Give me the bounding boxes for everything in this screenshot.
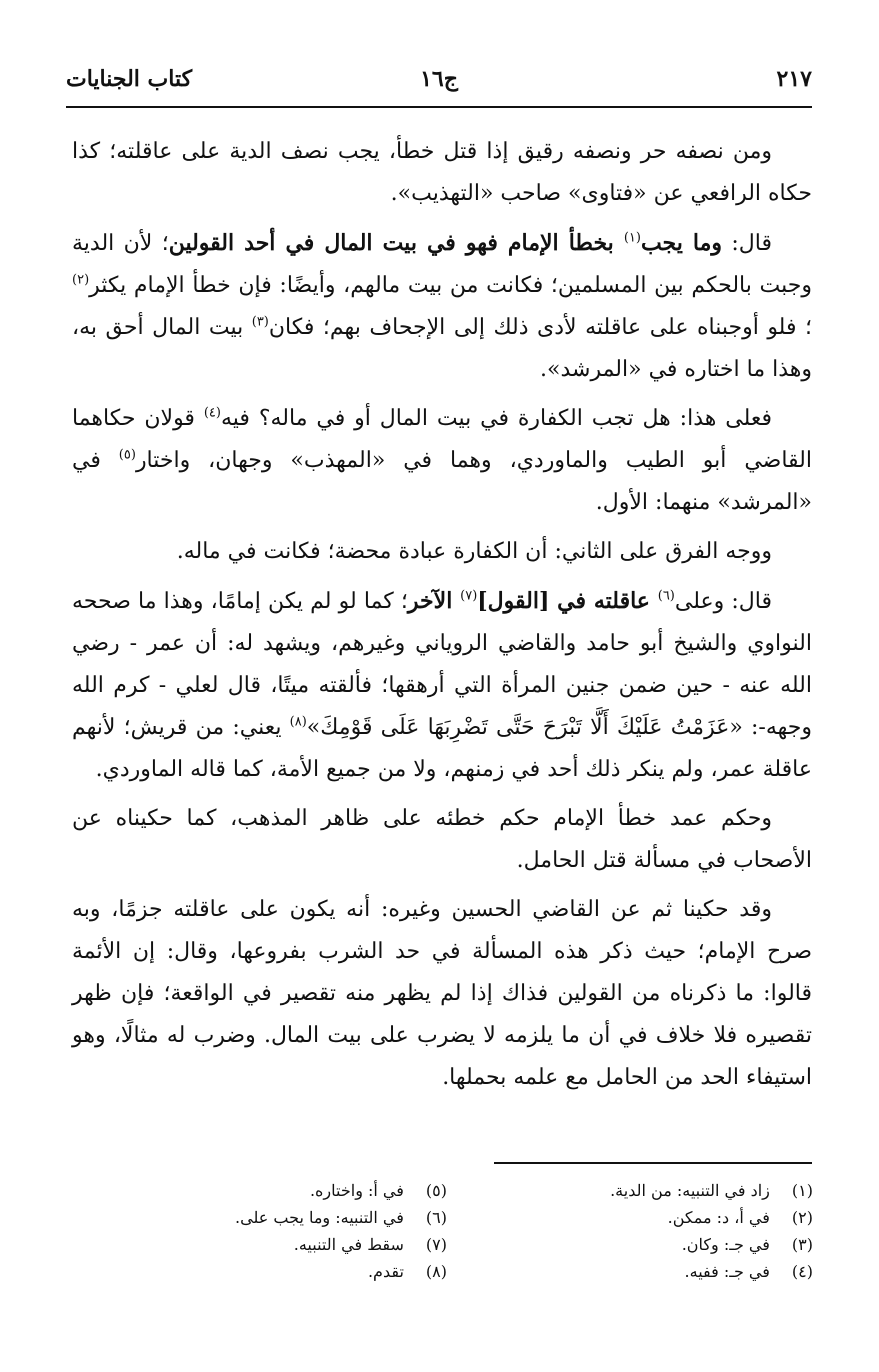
text-run: بيت المال أحق به، وهذا ما اختاره في «المرشد». — [72, 315, 812, 382]
footnote-item — [187, 1177, 447, 1204]
body-paragraph — [72, 798, 812, 882]
footnote-number: (٧) — [425, 1235, 447, 1254]
footnote-text: تقدم. — [367, 1262, 404, 1281]
header-divider — [66, 106, 812, 108]
footnote-text: في التنبيه: وما يجب على. — [235, 1208, 404, 1227]
footnote-marker: (٦) — [657, 588, 675, 604]
text-run: ؛ كما لو لم يكن إمامًا، وهذا ما صححه النواوي والشيخ أبو حامد والقاضي الروياني وغيرهم، ويشهد له: أن عمر - رضي الله عنه - حين ضمن جنين المرأة التي أرهقها؛ فألقته ميتًا، قال لعلي - كرم الله وجهه-: «عَزَمْتُ عَلَيْكَ أَلَّا تَبْرَحَ حَتَّى تَضْرِبَهَا عَلَى قَوْمِكَ» — [72, 589, 812, 740]
text-run: ؛ لأن الدية وجبت بالحكم بين المسلمين؛ فكانت من بيت مالهم، وأيضًا: فإن خطأ الإمام يكثر — [72, 231, 812, 298]
text-run: قال: وعلى — [674, 589, 773, 614]
footnote-item — [513, 1204, 813, 1231]
body-paragraph — [72, 531, 812, 573]
footnotes-left-column — [187, 1177, 447, 1285]
body-paragraph — [72, 222, 812, 391]
body-paragraph — [72, 889, 812, 1099]
footnote-text: سقط في التنبيه. — [293, 1235, 404, 1254]
footnote-item — [513, 1258, 813, 1285]
footnote-number: (٢) — [791, 1208, 813, 1227]
main-text — [72, 131, 812, 1106]
footnote-marker: (٤) — [203, 405, 221, 421]
text-run: فعلى هذا: هل تجب الكفارة في بيت المال أو في ماله؟ فيه — [220, 406, 772, 431]
text-run: قولان حكاهما القاضي أبو الطيب والماوردي، وهما في «المهذب» وجهان، واختار — [72, 406, 812, 473]
page-number: ٢١٧ — [776, 66, 812, 92]
footnote-text: في أ، د: ممكن. — [667, 1208, 770, 1227]
page-header — [66, 66, 812, 104]
footnote-item — [513, 1177, 813, 1204]
footnote-text: زاد في التنبيه: من الدية. — [610, 1181, 770, 1200]
footnote-number: (٣) — [791, 1235, 813, 1254]
footnote-number: (٥) — [425, 1181, 447, 1200]
footnote-item — [187, 1258, 447, 1285]
footnote-marker: (٧) — [460, 588, 478, 604]
text-run: ؛ فلو أوجبناه على عاقلته لأدى ذلك إلى الإجحاف بهم؛ فكان — [268, 315, 812, 340]
text-run: وقد حكينا ثم عن القاضي الحسين وغيره: أنه يكون على عاقلته جزمًا، وبه صرح الإمام؛ حيث ذكر هذه المسألة في حد الشرب بفروعها، وقال: إن الأئمة قالوا: ما ذكرناه من القولين فذاك إذا لم يظهر منه تقصير في الواقعة؛ فإن ظهر تقصيره فلا خلاف في أن ما يلزمه لا يضرب على بيت المال. وضرب له مثالًا، وهو استيفاء الحد من الحامل مع علمه بحملها. — [72, 897, 812, 1090]
footnote-number: (٦) — [425, 1208, 447, 1227]
footnote-item — [187, 1231, 447, 1258]
footnote-divider — [494, 1162, 812, 1164]
footnote-marker: (١) — [623, 230, 641, 246]
footnote-number: (٤) — [791, 1262, 813, 1281]
footnote-text: في أ: واختاره. — [309, 1181, 404, 1200]
text-run: في «المرشد» منهما: الأول. — [72, 448, 812, 515]
body-paragraph — [72, 131, 812, 215]
footnote-item — [513, 1231, 813, 1258]
footnote-marker: (٣) — [251, 314, 269, 330]
footnote-marker: (٢) — [72, 272, 90, 288]
text-run: ومن نصفه حر ونصفه رقيق إذا قتل خطأ، يجب نصف الدية على عاقلته؛ كذا حكاه الرافعي عن «فتاوى» صاحب «التهذيب». — [72, 139, 812, 206]
footnote-text: في جـ: وكان. — [681, 1235, 770, 1254]
bold-text-run: بخطأ الإمام فهو في بيت المال في أحد القولين — [168, 230, 624, 256]
footnote-marker: (٨) — [289, 714, 307, 730]
text-run: ووجه الفرق على الثاني: أن الكفارة عبادة محضة؛ فكانت في ماله. — [176, 539, 772, 564]
footnote-item — [187, 1204, 447, 1231]
footnote-number: (٨) — [425, 1262, 447, 1281]
volume-label: ج١٦ — [420, 66, 458, 92]
text-run: وحكم عمد خطأ الإمام حكم خطئه على ظاهر المذهب، كما حكيناه عن الأصحاب في مسألة قتل الحامل. — [72, 806, 812, 873]
text-run: قال: — [722, 231, 773, 256]
footnote-marker: (٥) — [118, 447, 136, 463]
body-paragraph — [72, 398, 812, 524]
bold-text-run: عاقلته في [القول] — [477, 588, 658, 614]
footnote-text: في جـ: ففيه. — [684, 1262, 770, 1281]
footnote-number: (١) — [791, 1181, 813, 1200]
bold-text-run: الآخر — [407, 588, 461, 614]
book-title: كتاب الجنايات — [66, 66, 193, 92]
bold-text-run: وما يجب — [640, 230, 723, 256]
footnotes-right-column — [513, 1177, 813, 1285]
body-paragraph — [72, 580, 812, 791]
text-run: يعني: من قريش؛ لأنهم عاقلة عمر، ولم ينكر ذلك أحد في زمنهم، ولا من جميع الأمة، كما قاله الماوردي. — [72, 715, 812, 782]
